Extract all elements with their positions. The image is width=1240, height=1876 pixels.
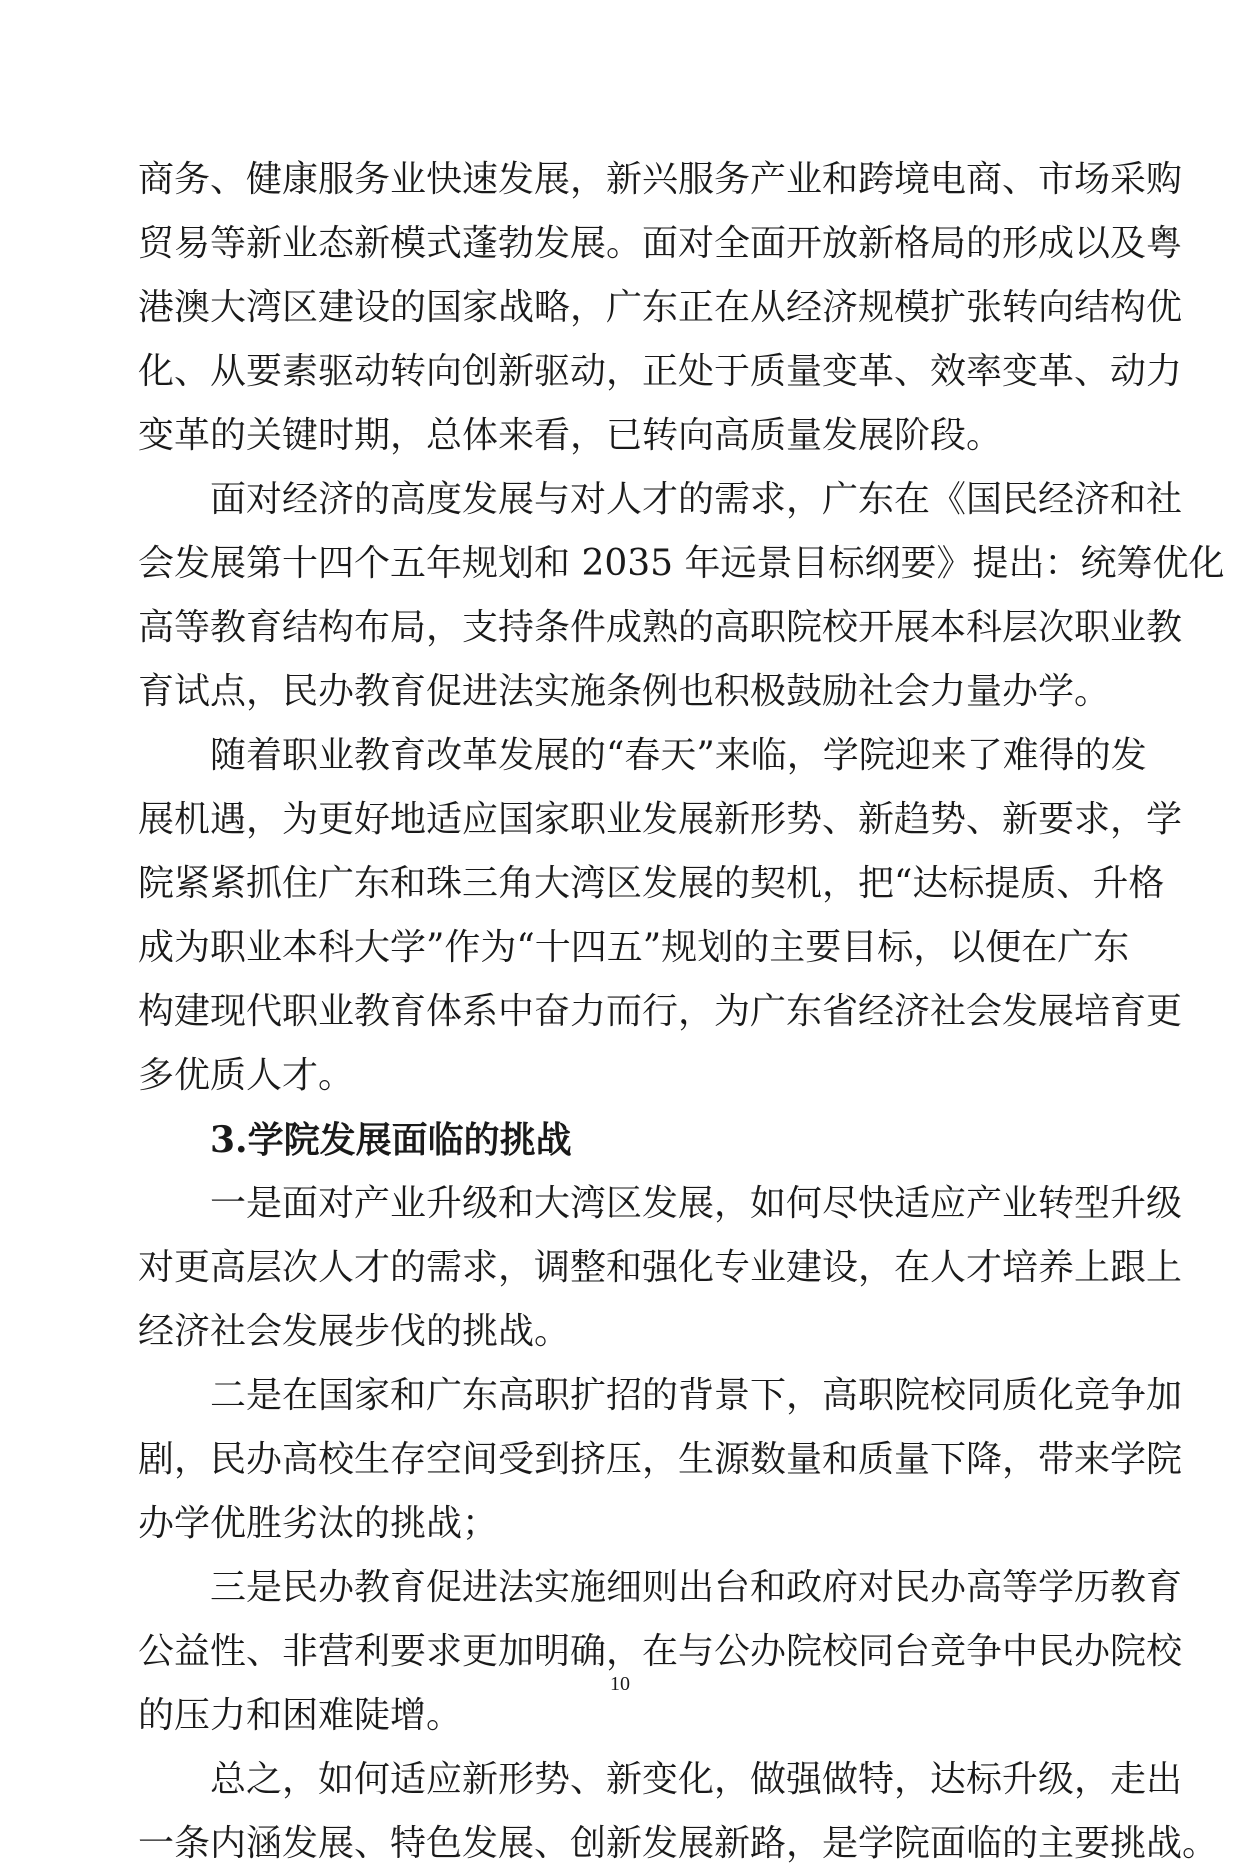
text-line: 公益性、非营利要求更加明确，在与公办院校同台竞争中民办院校 bbox=[138, 1631, 1183, 1672]
text-line: 办学优胜劣汰的挑战； bbox=[138, 1503, 499, 1544]
text-line: 总之，如何适应新形势、新变化，做强做特，达标升级，走出 bbox=[210, 1759, 1183, 1800]
text-line: 三是民办教育促进法实施细则出台和政府对民办高等学历教育 bbox=[210, 1567, 1183, 1608]
text-line: 一是面对产业升级和大湾区发展，如何尽快适应产业转型升级 bbox=[210, 1183, 1183, 1224]
text-line: 港澳大湾区建设的国家战略，广东正在从经济规模扩张转向结构优 bbox=[138, 287, 1183, 328]
text-line: 成为职业本科大学”作为“十四五”规划的主要目标，以便在广东 bbox=[138, 927, 1130, 968]
text-line: 会发展第十四个五年规划和 2035 年远景目标纲要》提出：统筹优化 bbox=[138, 543, 1225, 584]
text-line: 经济社会发展步伐的挑战。 bbox=[138, 1311, 571, 1352]
text-line: 展机遇，为更好地适应国家职业发展新形势、新趋势、新要求，学 bbox=[138, 799, 1183, 840]
text-line: 对更高层次人才的需求，调整和强化专业建设，在人才培养上跟上 bbox=[138, 1247, 1183, 1288]
page-number: 10 bbox=[610, 1673, 630, 1695]
section-heading: 3.学院发展面临的挑战 bbox=[210, 1119, 572, 1161]
body-text bbox=[138, 148, 1225, 1876]
text-line: 育试点，民办教育促进法实施条例也积极鼓励社会力量办学。 bbox=[138, 671, 1111, 712]
text-line: 贸易等新业态新模式蓬勃发展。面对全面开放新格局的形成以及粤 bbox=[138, 223, 1183, 264]
text-line: 变革的关键时期，总体来看，已转向高质量发展阶段。 bbox=[138, 415, 1003, 456]
text-line: 随着职业教育改革发展的“春天”来临，学院迎来了难得的发 bbox=[210, 735, 1147, 776]
text-line: 高等教育结构布局，支持条件成熟的高职院校开展本科层次职业教 bbox=[138, 607, 1183, 648]
text-line: 院紧紧抓住广东和珠三角大湾区发展的契机，把“达标提质、升格 bbox=[138, 863, 1165, 904]
text-line: 商务、健康服务业快速发展，新兴服务产业和跨境电商、市场采购 bbox=[138, 159, 1183, 200]
text-line: 一条内涵发展、特色发展、创新发展新路，是学院面临的主要挑战。 bbox=[138, 1823, 1219, 1864]
text-line: 的压力和困难陡增。 bbox=[138, 1695, 463, 1736]
text-line: 多优质人才。 bbox=[138, 1055, 355, 1096]
text-line: 化、从要素驱动转向创新驱动，正处于质量变革、效率变革、动力 bbox=[138, 351, 1183, 392]
text-line: 二是在国家和广东高职扩招的背景下，高职院校同质化竞争加 bbox=[210, 1375, 1183, 1416]
text-line: 面对经济的高度发展与对人才的需求，广东在《国民经济和社 bbox=[210, 479, 1183, 520]
text-line: 构建现代职业教育体系中奋力而行，为广东省经济社会发展培育更 bbox=[138, 991, 1183, 1032]
text-line: 剧，民办高校生存空间受到挤压，生源数量和质量下降，带来学院 bbox=[138, 1439, 1183, 1480]
